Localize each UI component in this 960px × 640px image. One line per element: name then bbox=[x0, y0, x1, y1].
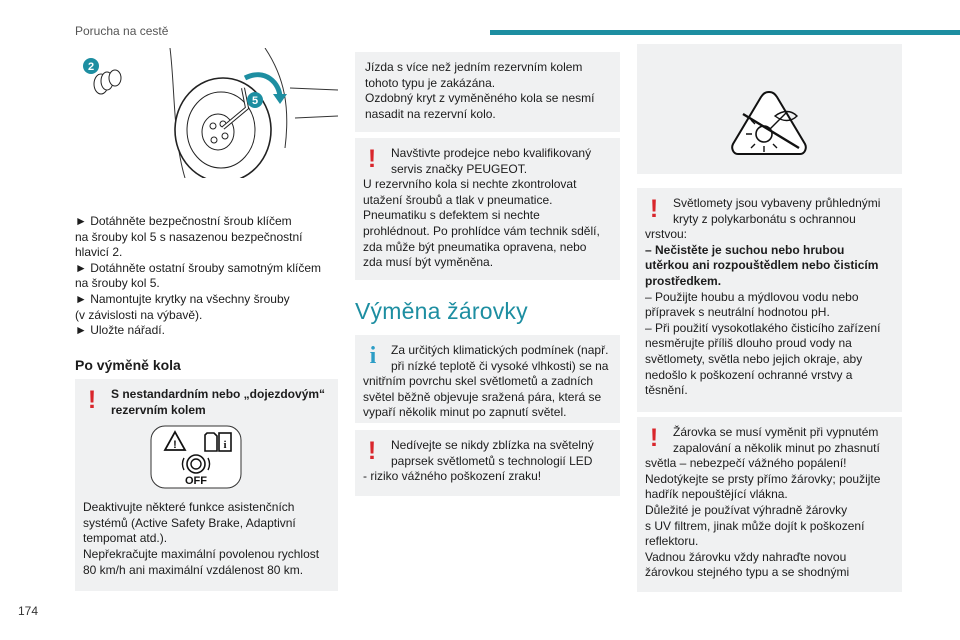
warning-icon: ! bbox=[367, 437, 377, 465]
warning-icon: ! bbox=[87, 386, 97, 414]
note-box-spare-rules: Jízda s více než jedním rezervním kolem tohoto typu je zakázána. Ozdobný kryt z vyměněného kola se nesmí nasadit na rezervní kolo. bbox=[355, 52, 620, 132]
step-2: ► Dotáhněte ostatní šrouby samotným klíčem na šrouby kol 5. bbox=[75, 260, 321, 291]
warning-box-bulb-handling: ! Žárovka se musí vyměnit při vypnutém zapalování a několik minut po zhasnutí světla – nebezpečí vážného popálení! Nedotýkejte se prsty přímo žárovky; použijte hadřík nepouštějící vlákna. Důležité je používat výhradně žárovky s UV filtrem, jinak může dojít k poškození reflektoru. Vadnou žárovku vždy nahraďte novou žárovkou stejného typu a se shodnými bbox=[637, 417, 902, 592]
page-header-title: Porucha na cestě bbox=[75, 24, 169, 38]
header-rule bbox=[490, 30, 960, 35]
assist-off-icons bbox=[83, 424, 328, 490]
section-title-bulb-replacement: Výměna žárovky bbox=[355, 298, 528, 324]
info-box-condensation: i Za určitých klimatických podmínek (např. při nízké teplotě či vysoké vlhkosti) se na vnitřním povrchu skel světlometů a zadních světel běžně objevuje sražená pára, která se vypaří několik minut po zapnutí světel. bbox=[355, 335, 620, 423]
svg-text:i: i bbox=[223, 439, 227, 452]
warning-icon: ! bbox=[649, 195, 659, 223]
warning-icon: ! bbox=[649, 424, 659, 452]
callout-5: 5 bbox=[251, 95, 259, 107]
wheel-bolt-illustration bbox=[75, 48, 338, 178]
step-4: ► Uložte nářadí. bbox=[75, 323, 165, 338]
info-icon: i bbox=[369, 343, 377, 369]
page-number: 174 bbox=[18, 604, 39, 618]
wheel-figure bbox=[75, 48, 338, 178]
warning-box-polycarbonate: ! Světlomety jsou vybaveny průhlednými kryty z polykarbonátu s ochrannou vrstvou: – Nečistěte je suchou nebo hrubou utěrkou ani rozpouštědlem nebo čisticím prostředkem. – Použijte houbu a mýdlovou vodu nebo přípravek s neutrální hodnotou pH. – Při použití vysokotlakého čisticího zařízení nesměrujte příliš dlouho proud vody na světlomety, světla nebo jejich okraje, aby nedošlo k poškození ochranné vrstvy a těsnění. bbox=[637, 188, 902, 412]
off-label: OFF bbox=[185, 475, 207, 488]
warning-icon: ! bbox=[367, 145, 377, 173]
led-eye-warning-icon bbox=[637, 44, 902, 174]
step-3: ► Namontujte krytky na všechny šrouby (v závislosti na výbavě). bbox=[75, 291, 290, 322]
section-heading-after-change: Po výměně kola bbox=[75, 357, 181, 373]
instruction-steps bbox=[75, 214, 338, 339]
warning-box-dealer: ! Navštivte prodejce nebo kvalifikovaný servis značky PEUGEOT. U rezervního kola si nechte zkontrolovat utažení šroubů a tlak v pneumatice. Pneumatiku s defektem si nechte prohlédnout. Po prohlídce vám technik sdělí, zda může být pneumatika opravena, nebo zda musí být vyměněna. bbox=[355, 138, 620, 280]
callout-2: 2 bbox=[87, 61, 95, 73]
svg-text:!: ! bbox=[173, 439, 177, 452]
warning-box-led: ! Nedívejte se nikdy zblízka na světelný paprsek světlometů s technologií LED - riziko vážného poškození zraku! bbox=[355, 430, 620, 496]
warning-box-spare-wheel: ! S nestandardním nebo „dojezdovým“ rezervním kolem ! i OFF Deaktivujte některé funkce asistenčních systémů (Active Safety Brake, Adaptivní tempomat atd.). Nepřekračujte maximální povolenou rychlost 80 km/h ani maximální vzdálenost 80 km. bbox=[75, 379, 338, 591]
step-1: ► Dotáhněte bezpečnostní šroub klíčem na šrouby kol 5 s nasazenou bezpečnostní hlavicí 2. bbox=[75, 214, 303, 260]
led-warning-pictogram-box bbox=[637, 44, 902, 174]
